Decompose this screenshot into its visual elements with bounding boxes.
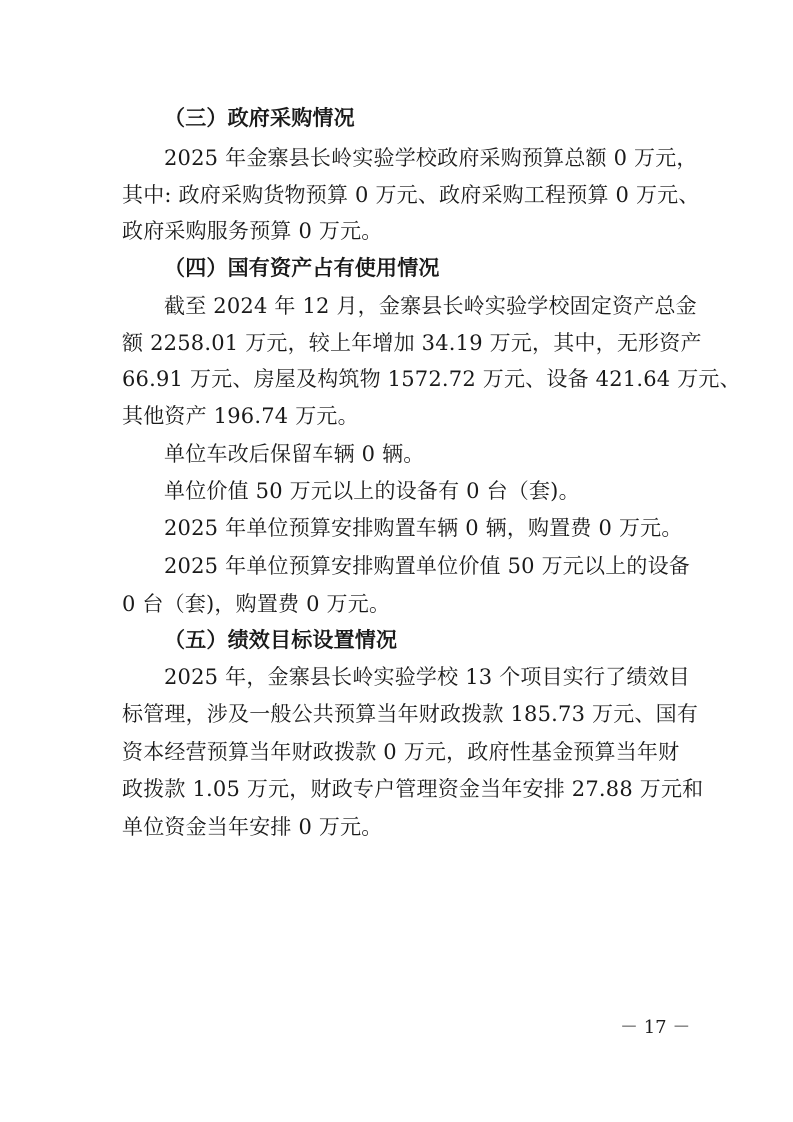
paragraph-line: 2025 年单位预算安排购置单位价值 50 万元以上的设备: [164, 554, 690, 578]
paragraph-line: 政拨款 1.05 万元，财政专户管理资金当年安排 27.88 万元和: [122, 777, 704, 801]
paragraph-line: 2025 年，金寨县长岭实验学校 13 个项目实行了绩效目: [164, 665, 690, 689]
section-heading-state-assets: （四）国有资产占有使用情况: [164, 255, 440, 280]
paragraph-line: 政府采购服务预算 0 万元。: [122, 219, 383, 243]
paragraph-line: 单位资金当年安排 0 万元。: [122, 815, 383, 839]
paragraph-line: 0 台（套)，购置费 0 万元。: [122, 592, 391, 616]
page-number: － 17 －: [620, 1017, 691, 1038]
section-heading-procurement: （三）政府采购情况: [164, 105, 355, 130]
paragraph-line: 单位车改后保留车辆 0 辆。: [164, 442, 425, 466]
paragraph-line: 2025 年单位预算安排购置车辆 0 辆，购置费 0 万元。: [164, 516, 683, 540]
paragraph-line: 其中: 政府采购货物预算 0 万元、政府采购工程预算 0 万元、: [122, 183, 700, 207]
paragraph-line: 2025 年金寨县长岭实验学校政府采购预算总额 0 万元，: [164, 146, 698, 170]
paragraph-line: 其他资产 196.74 万元。: [122, 404, 359, 428]
paragraph-line: 额 2258.01 万元，较上年增加 34.19 万元，其中，无形资产: [122, 331, 702, 355]
paragraph-line: 标管理，涉及一般公共预算当年财政拨款 185.73 万元、国有: [122, 702, 699, 726]
paragraph-line: 66.91 万元、房屋及构筑物 1572.72 万元、设备 421.64 万元、: [122, 367, 741, 391]
paragraph-line: 资本经营预算当年财政拨款 0 万元，政府性基金预算当年财: [122, 740, 680, 764]
paragraph-line: 截至 2024 年 12 月，金寨县长岭实验学校固定资产总金: [164, 294, 697, 318]
section-heading-performance-goals: （五）绩效目标设置情况: [164, 627, 398, 652]
paragraph-line: 单位价值 50 万元以上的设备有 0 台（套)。: [164, 479, 580, 503]
